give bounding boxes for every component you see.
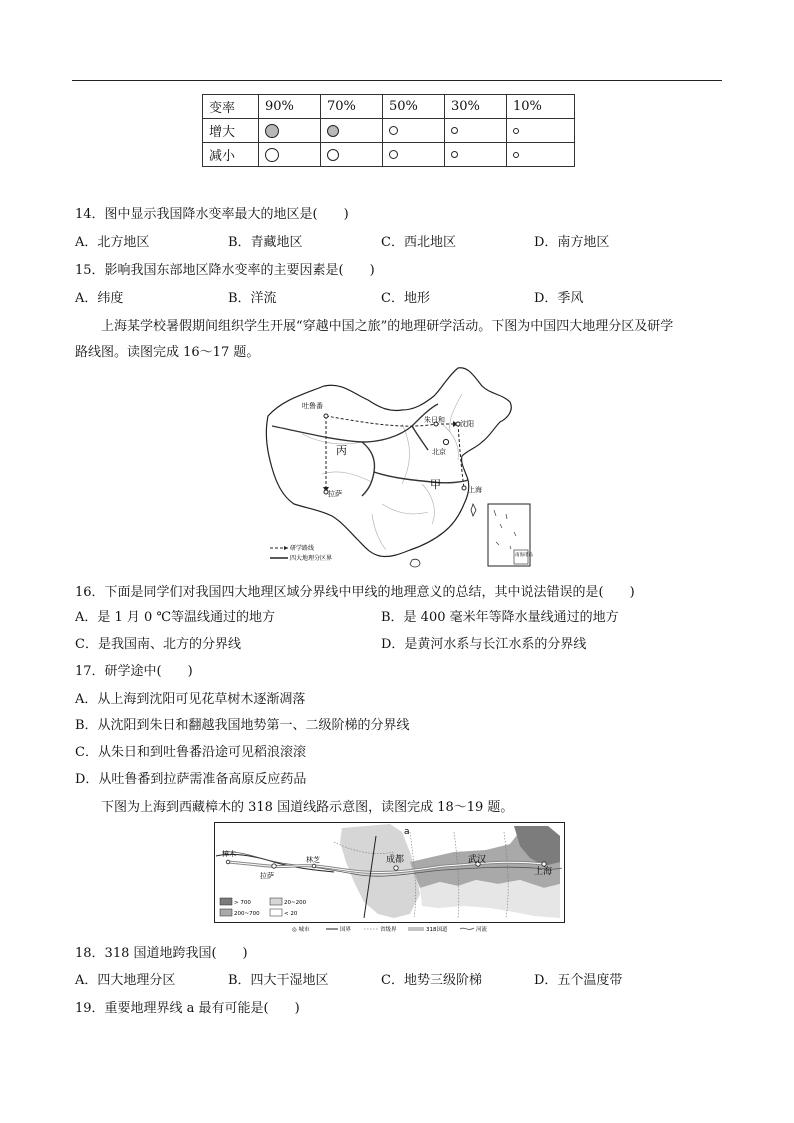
circle-cell xyxy=(383,119,445,143)
circle-icon xyxy=(513,128,519,134)
q17-option-b[interactable]: B．从沈阳到朱日和翻越我国地势第一、二级阶梯的分界线 xyxy=(75,718,410,733)
row-label: 减小 xyxy=(203,143,259,167)
south-china-sea-inset xyxy=(488,504,533,566)
q16-option-a[interactable]: A．是 1 月 0 ℃等温线通过的地方 xyxy=(75,610,276,625)
table-header-row xyxy=(203,95,575,119)
region-label: 丙 xyxy=(336,444,347,457)
city-label: 林芝 xyxy=(306,856,320,864)
city-label: 成都 xyxy=(386,855,405,865)
circle-cell xyxy=(259,119,321,143)
circle-icon xyxy=(451,151,458,158)
circle-icon xyxy=(389,150,398,159)
q14-option-a[interactable]: A．北方地区 xyxy=(75,235,150,250)
circle-cell xyxy=(507,119,575,143)
q18-option-c[interactable]: C．地势三级阶梯 xyxy=(381,973,482,988)
intro-paragraph-line: 上海某学校暑假期间组织学生开展“穿越中国之旅”的地理研学活动。下图为中国四大地理分区及研学 xyxy=(101,319,674,334)
city-label: 北京 xyxy=(432,448,446,456)
question-15-stem: 15．影响我国东部地区降水变率的主要因素是( ) xyxy=(75,263,375,278)
table-row xyxy=(203,143,575,167)
q15-option-b[interactable]: B．洋流 xyxy=(228,291,277,306)
circle-cell xyxy=(445,119,507,143)
circle-icon xyxy=(327,149,339,161)
city-label: 拉萨 xyxy=(328,490,342,498)
q18-option-b[interactable]: B．四大干湿地区 xyxy=(228,973,329,988)
question-14-stem: 14．图中显示我国降水变率最大的地区是( ) xyxy=(75,207,349,222)
table-header-cell: 变率 xyxy=(203,95,259,119)
route-318-map-figure xyxy=(214,822,565,934)
region-label: 甲 xyxy=(430,478,441,491)
legend-label: 318国道 xyxy=(426,927,448,933)
city-label: 吐鲁番 xyxy=(302,402,323,410)
circle-icon xyxy=(513,152,519,158)
legend-label: 四大地理分区界 xyxy=(290,555,333,562)
q15-option-c[interactable]: C．地形 xyxy=(381,291,430,306)
question-18-stem: 18．318 国道地跨我国( ) xyxy=(75,946,248,961)
legend-label: 研学路线 xyxy=(290,545,315,552)
intro-paragraph-line: 路线图。读图完成 16～17 题。 xyxy=(75,345,260,360)
city-label: 武汉 xyxy=(468,855,487,865)
q15-option-a[interactable]: A．纬度 xyxy=(75,291,124,306)
q14-option-b[interactable]: B．青藏地区 xyxy=(228,235,303,250)
inset-label: 南海诸岛 xyxy=(515,553,533,558)
legend-label: 国界 xyxy=(340,927,352,933)
q17-option-c[interactable]: C．从朱日和到吐鲁番沿途可见稻浪滚滚 xyxy=(75,745,306,760)
circle-cell xyxy=(321,119,383,143)
line-legend xyxy=(292,925,488,933)
q16-option-b[interactable]: B．是 400 毫米年等降水量线通过的地方 xyxy=(381,610,619,625)
q17-option-d[interactable]: D．从吐鲁番到拉萨需准备高原反应药品 xyxy=(75,772,307,787)
question-19-stem: 19．重要地理界线 a 最有可能是( ) xyxy=(75,1001,300,1016)
q15-option-d[interactable]: D．季风 xyxy=(534,291,584,306)
table-header-cell: 50% xyxy=(383,95,445,119)
q16-option-c[interactable]: C．是我国南、北方的分界线 xyxy=(75,637,241,652)
q17-option-a[interactable]: A．从上海到沈阳可见花草树木逐渐凋落 xyxy=(75,692,306,707)
map1-legend xyxy=(270,544,332,562)
legend-label: 河流 xyxy=(476,927,488,933)
filled-circle-icon xyxy=(265,124,279,138)
precipitation-variability-table xyxy=(202,94,575,167)
circle-cell xyxy=(507,143,575,167)
legend-label: < 20 xyxy=(284,911,298,917)
circle-icon xyxy=(265,148,279,162)
question-17-stem: 17．研学途中( ) xyxy=(75,664,193,679)
circle-icon xyxy=(451,127,458,134)
intro-paragraph-2: 下图为上海到西藏樟木的 318 国道线路示意图，读图完成 18～19 题。 xyxy=(101,800,514,815)
city-label: 拉萨 xyxy=(260,872,274,880)
q14-option-d[interactable]: D．南方地区 xyxy=(534,235,610,250)
city-label: 樟木 xyxy=(222,850,236,858)
city-label: 上海 xyxy=(468,486,482,494)
city-label: 朱日和 xyxy=(424,416,445,424)
city-label: 沈阳 xyxy=(460,420,474,428)
legend-label: > 700 xyxy=(234,900,251,906)
table-row xyxy=(203,119,575,143)
q18-option-d[interactable]: D．五个温度带 xyxy=(534,973,623,988)
legend-label: 200~700 xyxy=(234,911,260,917)
table-header-cell: 90% xyxy=(259,95,321,119)
q18-option-a[interactable]: A．四大地理分区 xyxy=(75,973,176,988)
legend-label: 省级界 xyxy=(380,927,397,933)
question-16-stem: 16．下面是同学们对我国四大地理区域分界线中甲线的地理意义的总结，其中说法错误的是( ) xyxy=(75,585,635,600)
header-rule xyxy=(72,80,722,81)
circle-cell xyxy=(445,143,507,167)
q14-option-c[interactable]: C．西北地区 xyxy=(381,235,456,250)
legend-label: 20~200 xyxy=(284,900,307,906)
china-map-figure xyxy=(262,364,534,572)
legend-label: ◎ 城市 xyxy=(292,927,310,933)
circle-cell xyxy=(321,143,383,167)
circle-icon xyxy=(389,126,398,135)
city-label: 上海 xyxy=(534,867,553,877)
china-outline xyxy=(266,368,511,567)
table-header-cell: 70% xyxy=(321,95,383,119)
circle-cell xyxy=(259,143,321,167)
q16-option-d[interactable]: D．是黄河水系与长江水系的分界线 xyxy=(381,637,587,652)
table-header-cell: 10% xyxy=(507,95,575,119)
table-header-cell: 30% xyxy=(445,95,507,119)
row-label: 增大 xyxy=(203,119,259,143)
line-a-label: a xyxy=(404,827,410,837)
filled-circle-icon xyxy=(327,125,339,137)
circle-cell xyxy=(383,143,445,167)
